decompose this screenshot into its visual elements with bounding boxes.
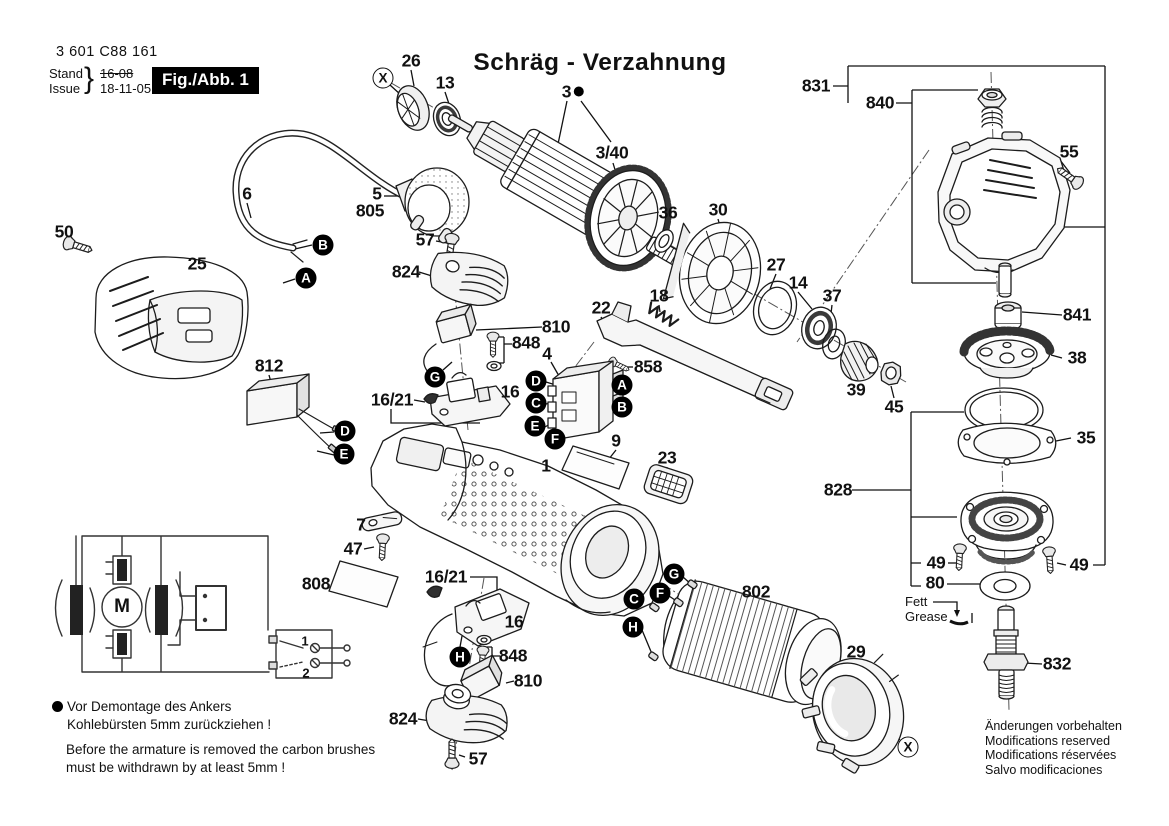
wire-marker-A: A: [296, 268, 317, 289]
callout-848: 848: [511, 332, 541, 353]
callout-810: 810: [541, 316, 571, 337]
wire-marker-E: E: [525, 416, 546, 437]
catalog-part-number: 3 601 C88 161: [56, 44, 158, 60]
note-german: Vor Demontage des Ankers Kohlebürsten 5mm zurückziehen !: [52, 698, 271, 734]
issue-value: 18-11-05: [100, 81, 152, 96]
slider-23-drawing: [642, 463, 694, 505]
stand-issue-values: [100, 66, 151, 96]
wire-marker-D: D: [526, 371, 547, 392]
callout-38: 38: [1067, 347, 1087, 368]
callout-49: 49: [1069, 554, 1089, 575]
callout-824: 824: [391, 261, 421, 282]
figure-badge: Fig./Abb. 1: [152, 67, 259, 94]
grease-label-en: Grease: [905, 609, 948, 624]
modifications-note: Änderungen vorbehalten Modifications reserved Modifications réservées Salvo modificaciones: [985, 719, 1122, 777]
brace-glyph: }: [84, 62, 95, 95]
callout-3: 3: [562, 82, 584, 103]
callout-1: 1: [541, 455, 551, 476]
callout-16: 16: [504, 611, 524, 632]
switch-terminal-2-label: 2: [302, 665, 310, 681]
stand-label: Stand: [49, 66, 83, 81]
callout-18: 18: [649, 285, 669, 306]
callout-16-21: 16/21: [424, 566, 468, 587]
callout-13: 13: [435, 72, 455, 93]
callout-14: 14: [788, 272, 808, 293]
callout-16: 16: [500, 381, 520, 402]
wire-marker-F: F: [650, 583, 671, 604]
callout-80: 80: [925, 572, 945, 593]
callout-35: 35: [1076, 427, 1096, 448]
callout-47: 47: [343, 538, 363, 559]
callout-810: 810: [513, 670, 543, 691]
issue-label: Issue: [49, 81, 81, 96]
callout-49: 49: [926, 552, 946, 573]
wire-marker-X: X: [898, 737, 919, 758]
callout-29: 29: [846, 641, 866, 662]
spindle-bearing-flange-drawing: [961, 492, 1053, 562]
callout-848: 848: [498, 645, 528, 666]
wire-marker-F: F: [545, 429, 566, 450]
callout-812: 812: [254, 355, 284, 376]
callout-26: 26: [401, 50, 421, 71]
motor-symbol-label: M: [114, 596, 130, 617]
callout-5: 5: [372, 183, 382, 204]
callout-7: 7: [356, 514, 366, 535]
callout-36: 36: [658, 202, 678, 223]
callout-802: 802: [741, 581, 771, 602]
switch-terminal-1-label: 1: [301, 633, 309, 649]
note-english: Before the armature is removed the carbon brushes must be withdrawn by at least 5mm !: [66, 742, 376, 775]
callout-16-21: 16/21: [370, 389, 414, 410]
washer-848-top-hole: [491, 364, 497, 368]
callout-808: 808: [301, 573, 331, 594]
carbon-brush-top-drawing: [434, 304, 478, 343]
bearing-14-drawing: [797, 303, 841, 352]
brush-cover-bottom-drawing: [422, 679, 513, 750]
wire-marker-H: H: [623, 617, 644, 638]
callout-dot-icon: [574, 87, 584, 97]
callout-57: 57: [468, 748, 488, 769]
wiring-schematic-drawing: [56, 536, 351, 678]
callout-57: 57: [415, 229, 435, 250]
wire-marker-A: A: [612, 375, 633, 396]
callout-25: 25: [187, 253, 207, 274]
callout-27: 27: [766, 254, 786, 275]
wire-marker-G: G: [425, 367, 446, 388]
callout-831: 831: [801, 75, 831, 96]
rear-cover-drawing: [95, 257, 248, 379]
air-baffle-drawing: [793, 648, 919, 783]
gear-head-assembly-drawing: [938, 89, 1070, 330]
lever-22-drawing: [597, 302, 794, 411]
callout-22: 22: [591, 297, 611, 318]
callout-50: 50: [54, 221, 74, 242]
callout-3-40: 3/40: [595, 142, 629, 163]
callout-840: 840: [865, 92, 895, 113]
note-bullet-icon: [52, 701, 63, 712]
callout-37: 37: [822, 285, 842, 306]
callout-55: 55: [1059, 141, 1079, 162]
wire-marker-G: G: [664, 564, 685, 585]
callout-805: 805: [355, 200, 385, 221]
callout-832: 832: [1042, 653, 1072, 674]
switch-drawing: [548, 361, 623, 440]
stand-issue-labels: [49, 66, 83, 96]
stand-value: 16-08: [100, 66, 134, 81]
wire-marker-H: H: [450, 647, 471, 668]
clip-1621-bottom: [427, 586, 442, 597]
callout-45: 45: [884, 396, 904, 417]
wire-marker-C: C: [624, 589, 645, 610]
wire-marker-E: E: [334, 444, 355, 465]
callout-30: 30: [708, 199, 728, 220]
pinion-gear-drawing: [841, 341, 878, 381]
callout-858: 858: [633, 356, 663, 377]
sticker-808-drawing: [329, 561, 398, 607]
gasket-35-drawing: [958, 388, 1056, 465]
suppressor-drawing: [247, 374, 341, 453]
wire-marker-B: B: [313, 235, 334, 256]
brush-wire-bottom: [424, 614, 452, 686]
grease-label-de: Fett: [905, 594, 928, 609]
callout-4: 4: [542, 343, 552, 364]
callout-9: 9: [611, 430, 621, 451]
crown-gear-drawing: [964, 331, 1050, 378]
spindle-drawing: [984, 606, 1028, 699]
brush-cover-top-drawing: [425, 245, 513, 313]
wire-marker-D: D: [335, 421, 356, 442]
callout-841: 841: [1062, 304, 1092, 325]
wire-marker-B: B: [612, 397, 633, 418]
nut-45-drawing: [879, 360, 903, 386]
callout-824: 824: [388, 708, 418, 729]
callout-39: 39: [846, 379, 866, 400]
callout-6: 6: [242, 183, 252, 204]
callout-23: 23: [657, 447, 677, 468]
page-title: Schräg - Verzahnung: [473, 49, 727, 76]
callout-828: 828: [823, 479, 853, 500]
wire-marker-C: C: [526, 393, 547, 414]
fan-washer-drawing: [391, 81, 435, 134]
wire-marker-X: X: [373, 68, 394, 89]
plate-7-drawing: [361, 511, 403, 532]
